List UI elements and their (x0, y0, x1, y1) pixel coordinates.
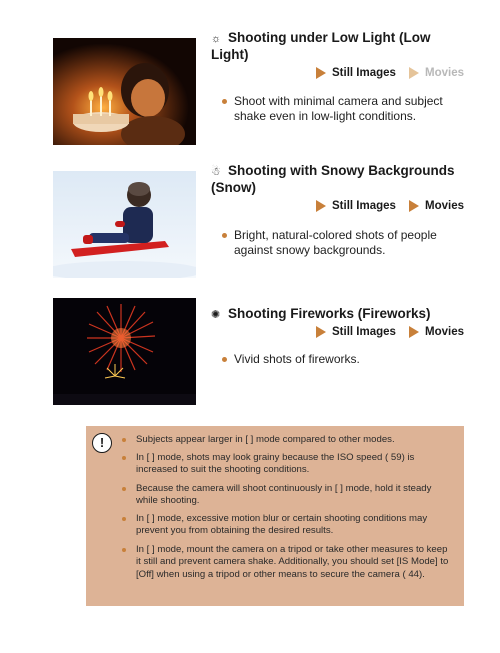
play-triangle-icon (409, 67, 419, 79)
caution-icon: ! (92, 433, 112, 453)
still-images-indicator: Still Images (316, 326, 396, 338)
mode-indicators (316, 67, 476, 83)
mode-indicators (316, 326, 476, 342)
snow-photo (53, 171, 196, 278)
caution-item: Because the camera will shoot continuously in [ ] mode, hold it steady while shooting. (122, 483, 454, 508)
play-triangle-icon (409, 326, 419, 338)
bullet-dot (222, 357, 227, 362)
fireworks-icon: ✺ (211, 309, 221, 321)
movies-indicator-disabled: Movies (409, 67, 464, 79)
caution-item: Subjects appear larger in [ ] mode compared to other modes. (122, 434, 454, 446)
section-bullet: Shoot with minimal camera and subject shake even in low-light conditions. (222, 94, 472, 124)
bullet-dot (122, 487, 126, 491)
still-images-indicator: Still Images (316, 200, 396, 212)
still-images-indicator: Still Images (316, 67, 396, 79)
fireworks-photo (53, 298, 196, 405)
bullet-dot (122, 438, 126, 442)
section-bullet: Bright, natural-colored shots of people against snowy backgrounds. (222, 228, 472, 258)
caution-item: In [ ] mode, shots may look grainy because the ISO speed ( 59) is increased to suit the shooting conditions. (122, 452, 454, 477)
bullet-dot (222, 233, 227, 238)
play-triangle-icon (316, 200, 326, 212)
bullet-dot (122, 517, 126, 521)
bullet-dot (122, 548, 126, 552)
section-bullet: Vivid shots of fireworks. (222, 352, 472, 367)
play-triangle-icon (316, 326, 326, 338)
caution-item: In [ ] mode, excessive motion blur or certain shooting conditions may prevent you from obtaining the desired results. (122, 513, 454, 538)
movies-indicator: Movies (409, 326, 464, 338)
snowman-icon: ☃ (211, 166, 221, 178)
caution-item: In [ ] mode, mount the camera on a tripod or take other measures to keep it still and prevent camera shake. Additionally, you should set [IS Mode] to [Off] when using a tripod or other means to secure the camera ( 44). (122, 544, 454, 581)
section-title: ☼ Shooting under Low Light (Low Light) (211, 30, 431, 62)
play-triangle-icon (316, 67, 326, 79)
movies-indicator: Movies (409, 200, 464, 212)
caution-box (86, 426, 464, 606)
bullet-dot (122, 456, 126, 460)
mode-indicators (316, 200, 476, 216)
play-triangle-icon (409, 200, 419, 212)
low-light-photo (53, 38, 196, 145)
low-light-icon: ☼ (211, 33, 222, 45)
section-title: ✺ Shooting Fireworks (Fireworks) (211, 306, 431, 321)
section-title: ☃ Shooting with Snowy Backgrounds (Snow) (211, 163, 455, 195)
bullet-dot (222, 99, 227, 104)
